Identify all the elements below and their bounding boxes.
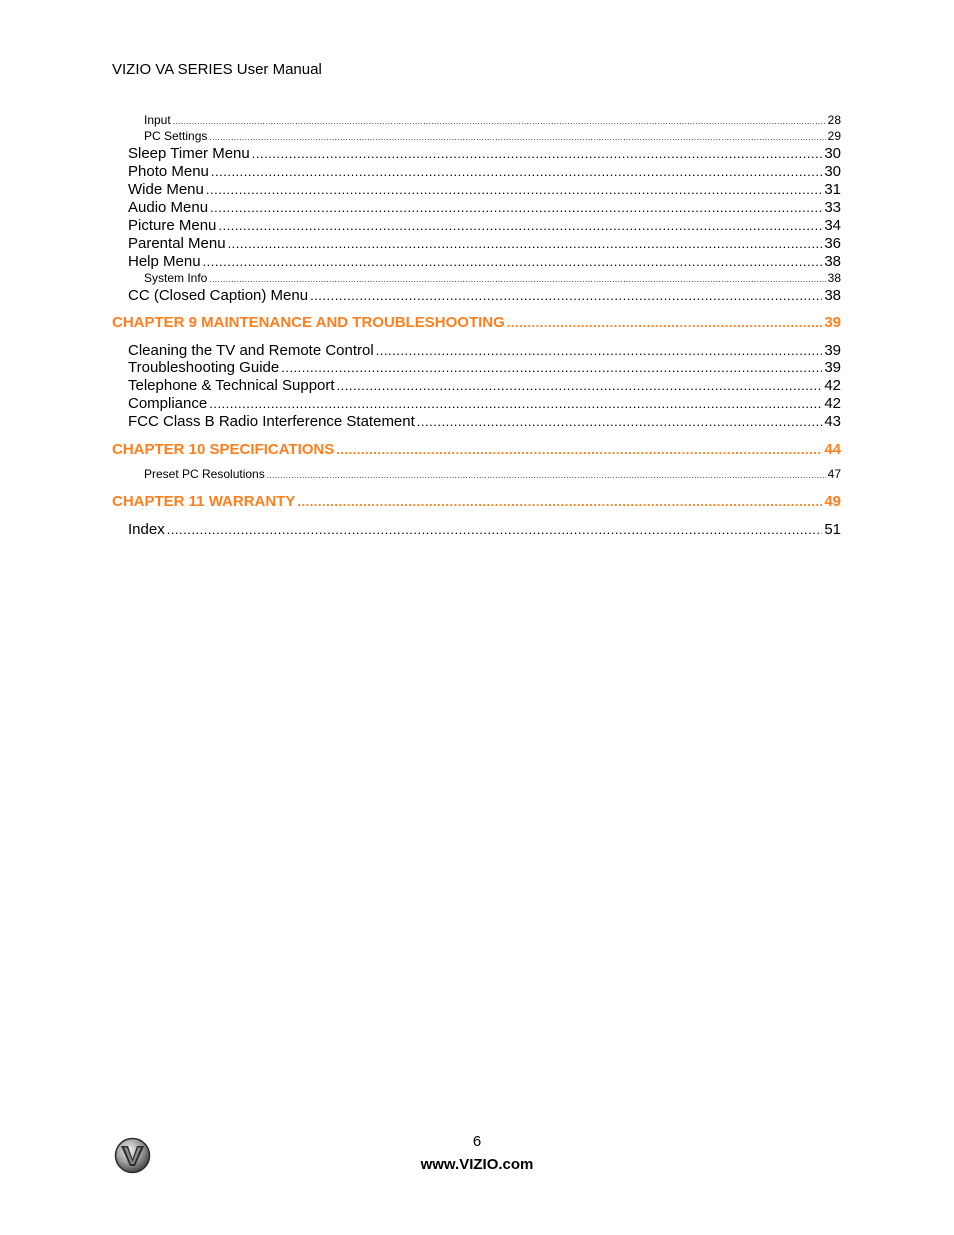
dot-leader [337,377,823,395]
toc-entry-page-number: 44 [824,441,841,458]
toc-entry[interactable] [128,163,841,181]
toc-entry-label: PC Settings [144,129,208,143]
toc-entry-page-number: 47 [827,467,841,481]
toc-entry-page-number: 38 [824,287,841,304]
dot-leader [252,145,823,163]
toc-entry-label: Picture Menu [128,217,217,234]
footer-url[interactable]: www.VIZIO.com [420,1156,534,1173]
toc-entry-page-number: 30 [824,145,841,162]
dot-leader [218,217,822,235]
toc-entry-label: Compliance [128,395,208,412]
toc-entry-page-number: 49 [824,493,841,510]
toc-entry[interactable] [128,253,841,271]
dot-leader [297,493,822,511]
toc-entry-label: Cleaning the TV and Remote Control [128,342,374,359]
dot-leader [167,521,823,539]
toc-entry-page-number: 34 [824,217,841,234]
toc-entry-page-number: 42 [824,395,841,412]
toc-entry-label: Photo Menu [128,163,209,180]
dot-leader [173,114,826,129]
toc-entry-page-number: 39 [824,314,841,331]
toc-entry[interactable] [144,467,841,482]
toc-entry[interactable] [128,181,841,199]
toc-chapter-entry[interactable] [112,493,841,511]
dot-leader [206,181,822,199]
toc-entry-page-number: 29 [827,129,841,143]
page-number: 6 [472,1133,482,1150]
toc-entry-page-number: 38 [824,253,841,270]
toc-entry-page-number: 43 [824,413,841,430]
toc-entry-page-number: 31 [824,181,841,198]
toc-entry[interactable] [144,271,841,286]
toc-entry[interactable] [128,359,841,377]
toc-entry-page-number: 39 [824,359,841,376]
dot-leader [310,287,822,305]
toc-entry-page-number: 28 [827,113,841,127]
toc-entry-label: CHAPTER 9 MAINTENANCE AND TROUBLESHOOTING [112,314,505,331]
toc-entry-label: System Info [144,271,208,285]
toc-entry[interactable] [128,395,841,413]
dot-leader [267,468,826,483]
toc-entry-label: Help Menu [128,253,201,270]
toc-entry-label: CC (Closed Caption) Menu [128,287,309,304]
dot-leader [336,441,822,459]
vizio-v-logo-icon [114,1137,151,1174]
toc-entry[interactable] [144,113,841,128]
toc-entry[interactable] [128,145,841,163]
dot-leader [209,395,822,413]
toc-entry-label: Preset PC Resolutions [144,467,265,481]
toc-entry-label: Troubleshooting Guide [128,359,280,376]
dot-leader [507,314,823,332]
toc-chapter-entry[interactable] [112,314,841,332]
dot-leader [203,253,823,271]
toc-entry[interactable] [128,199,841,217]
toc-entry-page-number: 38 [827,271,841,285]
toc-entry[interactable] [144,129,841,144]
toc-entry-label: Input [144,113,171,127]
dot-leader [209,272,825,287]
dot-leader [228,235,823,253]
toc-entry[interactable] [128,217,841,235]
dot-leader [210,199,822,217]
toc-entry-label: Index [128,521,165,538]
toc-entry[interactable] [128,342,841,360]
toc-entry-page-number: 36 [824,235,841,252]
toc-chapter-entry[interactable] [112,441,841,459]
toc-entry-label: CHAPTER 11 WARRANTY [112,493,296,510]
dot-leader [281,359,822,377]
dot-leader [417,413,823,431]
toc-entry-label: Wide Menu [128,181,204,198]
toc-entry-label: CHAPTER 10 SPECIFICATIONS [112,441,335,458]
toc-entry-page-number: 33 [824,199,841,216]
toc-entry[interactable] [128,235,841,253]
toc-entry-label: Sleep Timer Menu [128,145,250,162]
toc-entry-page-number: 42 [824,377,841,394]
toc-entry-page-number: 39 [824,342,841,359]
page-header-title: VIZIO VA SERIES User Manual [112,61,322,78]
toc-entry[interactable] [128,377,841,395]
dot-leader [376,342,823,360]
toc-entry-label: Audio Menu [128,199,209,216]
toc-entry-label: FCC Class B Radio Interference Statement [128,413,415,430]
toc-entry[interactable] [128,413,841,431]
toc-entry-page-number: 30 [824,163,841,180]
toc-entry-label: Telephone & Technical Support [128,377,335,394]
toc-entry-label: Parental Menu [128,235,226,252]
dot-leader [209,130,825,145]
dot-leader [211,163,822,181]
toc-entry[interactable] [128,521,841,539]
toc-entry[interactable] [128,287,841,305]
toc-entry-page-number: 51 [824,521,841,538]
